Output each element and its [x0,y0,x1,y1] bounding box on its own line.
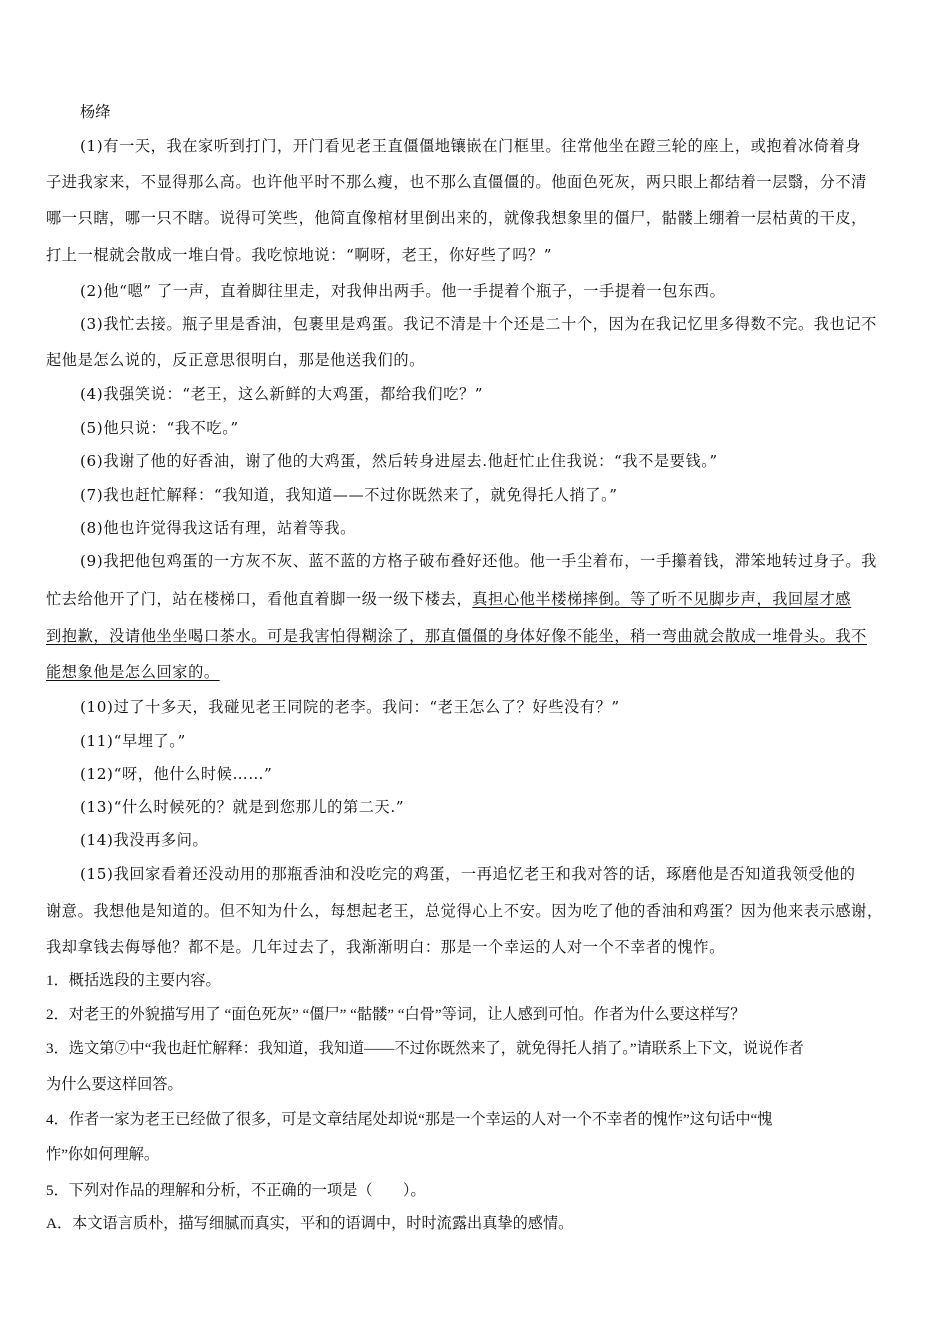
paragraph-6: (6)我谢了他的好香油，谢了他的大鸡蛋，然后转身进屋去.他赶忙止住我说：“我不是要钱。” [80,452,718,470]
author-name: 杨绛 [80,103,111,121]
paragraph-2: (2)他“嗯” 了一声，直着脚往里走，对我伸出两手。他一手提着个瓶子，一手提着一包东西。 [80,282,726,300]
underlined-passage-part-1: 真担心他半楼梯摔倒。等了听不见脚步声，我回屋才感 [472,590,852,608]
underlined-passage-part-3: 能想象他是怎么回家的。 [46,663,220,681]
paragraph-7: (7)我也赶忙解释：“我知道，我知道——不过你既然来了，就免得托人捎了。” [80,486,618,504]
paragraph-3-line-2: 起他是怎么说的，反正意思很明白，那是他送我们的。 [46,351,425,369]
paragraph-15-line-1: (15)我回家看着还没动用的那瓶香油和没吃完的鸡蛋，一再追忆老王和我对答的话，琢磨他是否知道我领受他的 [80,865,856,883]
paragraph-5: (5)他只说：“我不吃。” [80,419,239,437]
paragraph-3-line-1: (3)我忙去接。瓶子里是香油，包裹里是鸡蛋。我记不清是十个还是二十个，因为在我记忆里多得数不完。我也记不 [80,315,877,333]
paragraph-1-line-1: (1)有一天，我在家听到打门，开门看见老王直僵僵地镶嵌在门框里。往常他坐在蹬三轮的座上，或抱着冰倚着身 [80,137,862,155]
paragraph-10: (10)过了十多天，我碰见老王同院的老李。我问：“老王怎么了？好些没有？” [80,698,620,716]
paragraph-4: (4)我强笑说：“老王，这么新鲜的大鸡蛋，都给我们吃？” [80,385,484,403]
question-4-line-2: 怍”你如何理解。 [46,1146,160,1163]
question-3-line-2: 为什么要这样回答。 [46,1076,183,1093]
paragraph-1-line-2: 子进我家来，不显得那么高。也许他平时不那么瘦，也不那么直僵僵的。他面色死灰，两只眼上都结着一层翳，分不清 [46,173,867,191]
paragraph-15-line-3: 我却拿钱去侮辱他？都不是。几年过去了，我渐渐明白：那是一个幸运的人对一个不幸者的愧怍。 [46,938,725,956]
paragraph-11: (11)“早埋了。” [80,732,186,750]
question-5-option-a: A．本文语言质朴，描写细腻而真实，平和的语调中，时时流露出真挚的感情。 [46,1215,574,1232]
paragraph-9-plain-text: 忙去给他开了门，站在楼梯口，看他直着脚一级一级下楼去， [46,590,473,608]
paragraph-8: (8)他也许觉得我这话有理，站着等我。 [80,519,356,537]
underlined-passage-part-2: 到抱歉，没请他坐坐喝口茶水。可是我害怕得糊涂了，那直僵僵的身体好像不能坐，稍一弯曲就会散成一堆骨头。我不 [46,627,867,645]
question-2: 2．对老王的外貌描写用了 “面色死灰” “僵尸” “骷髅” “白骨”等词，让人感到可怕。作者为什么要这样写？ [46,1006,746,1023]
paragraph-9-line-1: (9)我把他包鸡蛋的一方灰不灰、蓝不蓝的方格子破布叠好还他。他一手尘着布，一手攥着钱，滞笨地转过身子。我 [80,552,877,570]
question-5: 5．下列对作品的理解和分析，不正确的一项是（ ）。 [46,1182,426,1199]
paragraph-9-line-2 [46,589,908,609]
paragraph-1-line-4: 打上一棍就会散成一堆白骨。我吃惊地说：“啊呀，老王，你好些了吗？” [46,246,553,264]
paragraph-1-line-3: 哪一只瞎，哪一只不瞎。说得可笑些，他简直像棺材里倒出来的，就像我想象里的僵尸，骷髅上绷着一层枯黄的干皮， [46,209,867,227]
question-4-line-1: 4．作者一家为老王已经做了很多，可是文章结尾处却说“那是一个幸运的人对一个不幸者的愧怍”这句话中“愧 [46,1111,773,1128]
question-1: 1．概括选段的主要内容。 [46,972,221,989]
paragraph-12: (12)“呀，他什么时候……” [80,765,273,783]
paragraph-15-line-2: 谢意。我想他是知道的。但不知为什么，每想起老王，总觉得心上不安。因为吃了他的香油和鸡蛋？因为他来表示感谢， [46,902,883,920]
question-3-line-1: 3．选文第⑦中“我也赶忙解释：我知道，我知道——不过你既然来了，就免得托人捎了。”请联系上下文，说说作者 [46,1040,804,1057]
paragraph-13: (13)“什么时候死的？就是到您那儿的第二天.” [80,798,405,816]
paragraph-14: (14)我没再多问。 [80,831,209,849]
